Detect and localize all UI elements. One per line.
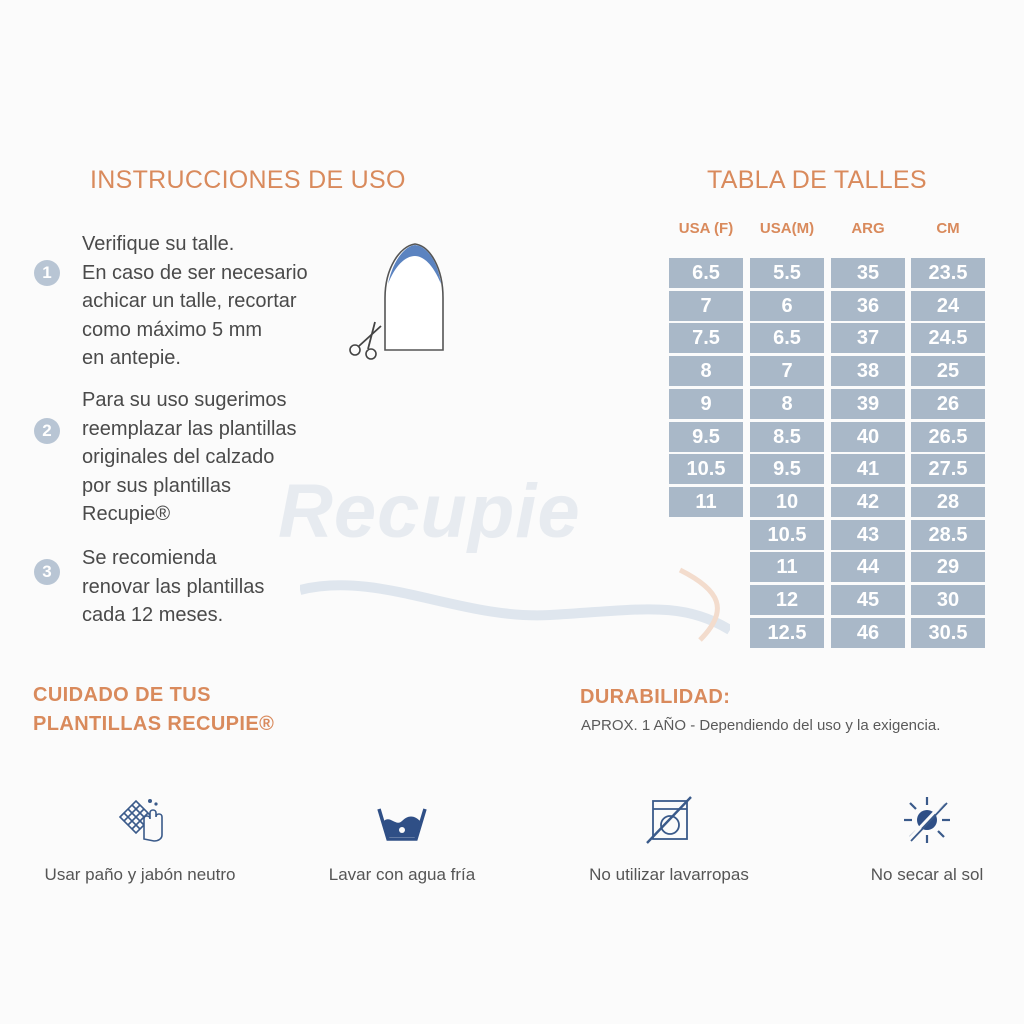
size-cell-arg: 40 (831, 422, 905, 452)
care-item-no-sun-dry (807, 795, 1024, 885)
size-cell-arg: 35 (831, 258, 905, 288)
care-item-cold-water (282, 795, 522, 885)
care-title (33, 681, 274, 739)
size-cell-usa-m: 5.5 (750, 258, 824, 288)
size-cell-usa-f: 10.5 (669, 454, 743, 484)
care-label-cold-water: Lavar con agua fría (328, 865, 476, 884)
size-cell-cm: 25 (911, 356, 985, 386)
step-number-1: 1 (34, 260, 60, 286)
size-cell-cm: 26.5 (911, 422, 985, 452)
size-cell-usa-f: 11 (669, 487, 743, 517)
size-cell-cm: 27.5 (911, 454, 985, 484)
size-cell-arg: 39 (831, 389, 905, 419)
size-cell-arg: 46 (831, 618, 905, 648)
size-cell-usa-m: 10 (750, 487, 824, 517)
recupie-watermark: Recupie (278, 469, 581, 554)
size-cell-arg: 42 (831, 487, 905, 517)
watermark-wave (300, 560, 730, 650)
size-cell-arg: 37 (831, 323, 905, 353)
size-cell-arg: 41 (831, 454, 905, 484)
step-text-3: Se recomienda renovar las plantillas cada 12 meses. (82, 547, 265, 627)
size-cell-usa-m: 12.5 (750, 618, 824, 648)
size-table-title: TABLA DE TALLES (707, 166, 927, 194)
size-cell-usa-f: 7 (669, 291, 743, 321)
step-number-3: 3 (34, 559, 60, 585)
care-title-line2: PLANTILLAS RECUPIE® (33, 713, 275, 735)
instructions-title: INSTRUCCIONES DE USO (90, 166, 406, 194)
durability-text: APROX. 1 AÑO - Dependiendo del uso y la exigencia. (581, 717, 941, 734)
size-cell-usa-m: 8.5 (750, 422, 824, 452)
size-cell-cm: 26 (911, 389, 985, 419)
size-cell-cm: 24 (911, 291, 985, 321)
no-sun-dry-icon (901, 795, 953, 845)
size-cell-usa-m: 12 (750, 585, 824, 615)
size-cell-usa-m: 7 (750, 356, 824, 386)
size-cell-cm: 30 (911, 585, 985, 615)
care-item-hand-wash (20, 795, 260, 885)
size-cell-arg: 44 (831, 552, 905, 582)
care-item-no-washing-machine (549, 795, 789, 885)
size-cell-cm: 24.5 (911, 323, 985, 353)
cold-water-wash-icon (376, 795, 428, 845)
size-cell-arg: 38 (831, 356, 905, 386)
column-header-usa-m: USA(M) (759, 220, 815, 237)
size-cell-cm: 30.5 (911, 618, 985, 648)
size-cell-cm: 28.5 (911, 520, 985, 550)
size-cell-usa-f: 9.5 (669, 422, 743, 452)
care-label-hand-wash: Usar paño y jabón neutro (44, 865, 236, 884)
insole-trim-icon (345, 238, 450, 363)
no-washing-machine-icon (643, 795, 695, 845)
care-label-no-washing-machine: No utilizar lavarropas (589, 865, 749, 884)
size-cell-usa-m: 8 (750, 389, 824, 419)
size-cell-arg: 36 (831, 291, 905, 321)
column-header-usa-f: USA (F) (678, 220, 734, 237)
durability-title: DURABILIDAD: (580, 686, 731, 708)
care-label-no-sun-dry: No secar al sol (870, 865, 984, 884)
size-cell-usa-f: 6.5 (669, 258, 743, 288)
size-cell-usa-m: 6 (750, 291, 824, 321)
care-title-line1: CUIDADO DE TUS (33, 684, 211, 706)
size-cell-cm: 23.5 (911, 258, 985, 288)
column-header-arg: ARG (851, 220, 885, 237)
column-header-cm: CM (936, 220, 960, 237)
step-text-1: Verifique su talle. En caso de ser necesario achicar un talle, recortar como máximo 5 mm en antepie. (82, 233, 308, 370)
size-cell-usa-m: 6.5 (750, 323, 824, 353)
size-cell-cm: 28 (911, 487, 985, 517)
step-text-2: Para su uso sugerimos reemplazar las plantillas originales del calzado por sus plantillas Recupie® (82, 389, 297, 526)
size-cell-arg: 43 (831, 520, 905, 550)
size-cell-usa-m: 10.5 (750, 520, 824, 550)
size-cell-cm: 29 (911, 552, 985, 582)
step-number-2: 2 (34, 418, 60, 444)
size-cell-usa-m: 9.5 (750, 454, 824, 484)
size-cell-usa-f: 9 (669, 389, 743, 419)
size-cell-usa-f: 8 (669, 356, 743, 386)
size-cell-arg: 45 (831, 585, 905, 615)
hand-washing-icon (114, 795, 166, 845)
size-cell-usa-m: 11 (750, 552, 824, 582)
size-cell-usa-f: 7.5 (669, 323, 743, 353)
